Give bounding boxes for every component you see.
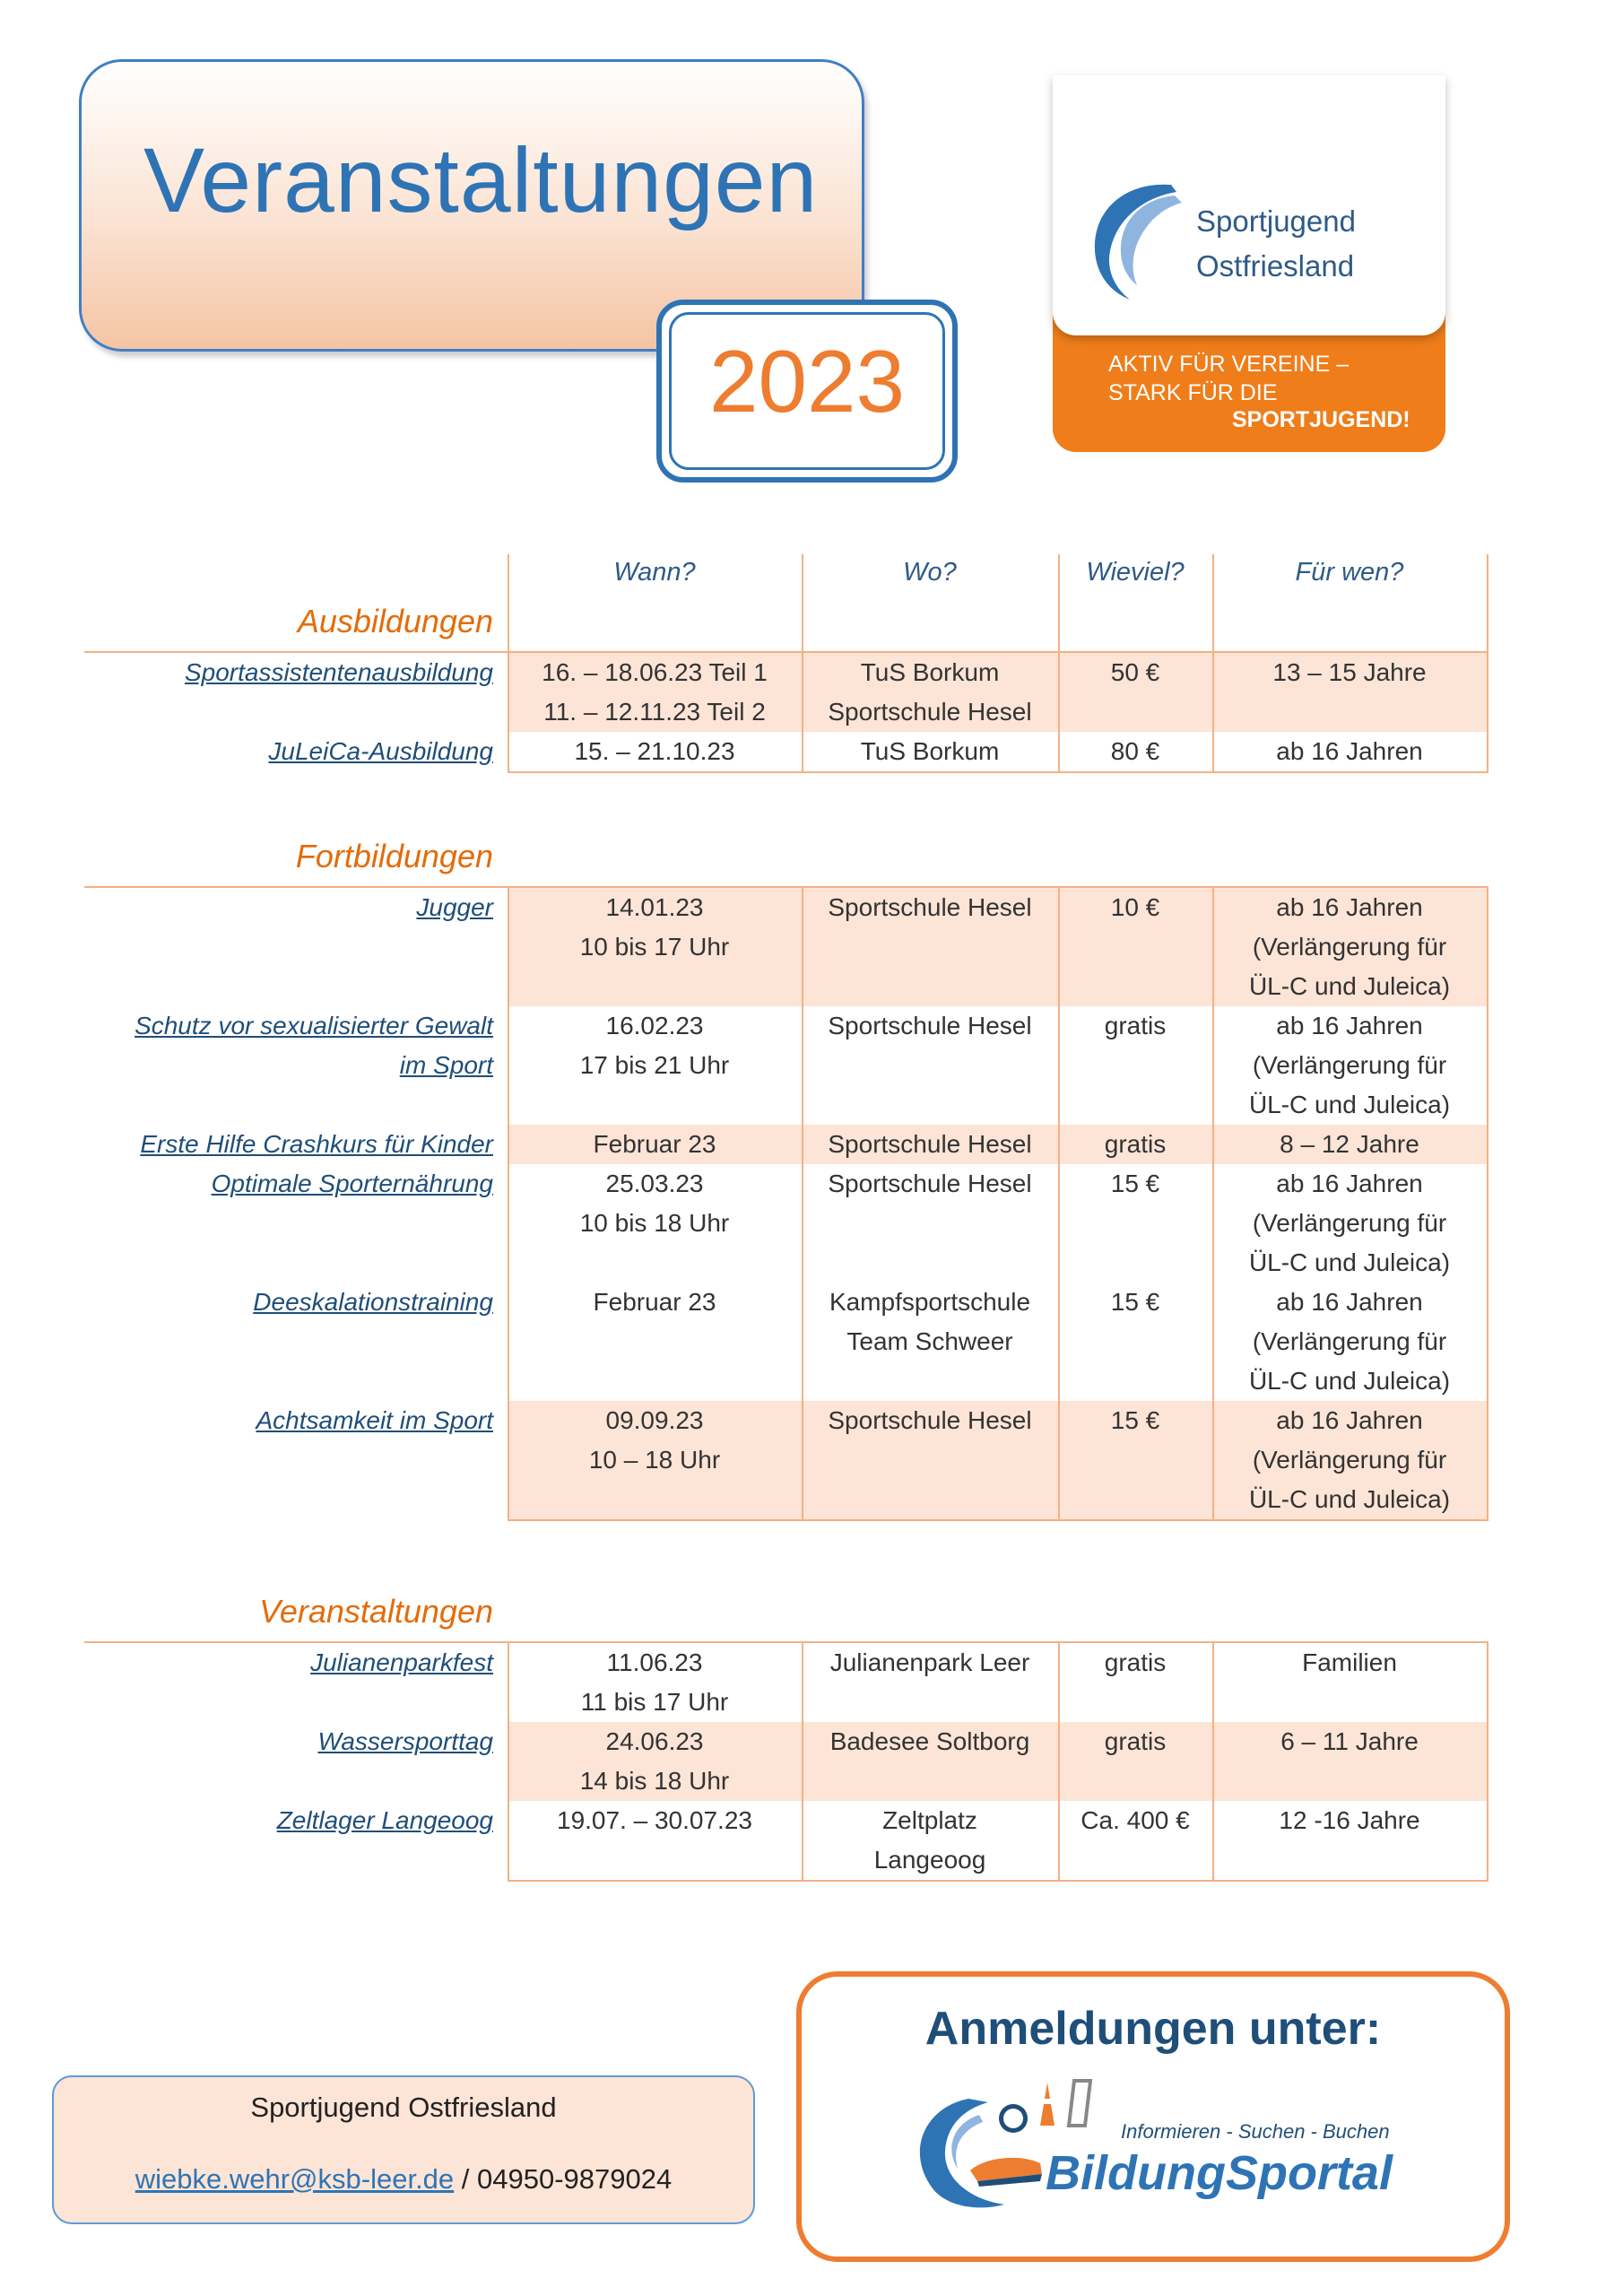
grid-line — [508, 886, 509, 1521]
table-cell-price: gratis — [1104, 1727, 1167, 1755]
grid-line — [1212, 554, 1214, 653]
table-cell-when: 16. – 18.06.23 Teil 1 11. – 12.11.23 Teil 2 — [542, 658, 768, 726]
contact-phone: / 04950-9879024 — [454, 2163, 673, 2195]
table-cell-where: Sportschule Hesel — [828, 1170, 1032, 1197]
logo-slogan-bold: SPORTJUGEND! — [1232, 407, 1410, 432]
table-cell-when: 11.06.23 11 bis 17 Uhr — [580, 1648, 729, 1716]
table-cell-where: Kampfsportschule Team Schweer — [829, 1288, 1031, 1355]
event-link[interactable]: Julianenparkfest — [310, 1648, 493, 1676]
table-cell-who: ab 16 Jahren (Verlängerung für ÜL-C und Juleica) — [1248, 1406, 1451, 1513]
grid-line — [508, 771, 1488, 773]
column-header: Wann? — [613, 558, 696, 587]
event-link[interactable]: Zeltlager Langeoog — [276, 1806, 493, 1834]
table-cell-when: 14.01.23 10 bis 17 Uhr — [579, 893, 730, 961]
grid-line — [508, 554, 509, 653]
grid-line — [1487, 1641, 1488, 1882]
table-cell-who: 12 -16 Jahre — [1279, 1806, 1420, 1834]
table-cell-where: TuS Borkum Sportschule Hesel — [828, 658, 1032, 726]
event-link[interactable]: Wassersporttag — [317, 1727, 493, 1755]
table-cell-who: 13 – 15 Jahre — [1272, 658, 1427, 686]
table-cell-when: 15. – 21.10.23 — [574, 737, 735, 765]
grid-line — [1058, 886, 1060, 1521]
grid-line — [1058, 554, 1060, 653]
grid-line — [1212, 886, 1214, 1521]
table-cell-who: 8 – 12 Jahre — [1280, 1130, 1419, 1158]
table-cell-price: gratis — [1104, 1648, 1167, 1676]
table-cell-where: Sportschule Hesel — [828, 1130, 1032, 1158]
event-link[interactable]: Jugger — [416, 893, 493, 921]
portal-tagline: Informieren - Suchen - Buchen — [1121, 2120, 1390, 2143]
grid-line — [508, 1880, 1488, 1882]
section-title: Veranstaltungen — [259, 1593, 493, 1630]
grid-line — [1487, 651, 1488, 773]
event-link[interactable]: Optimale Sporternährung — [211, 1170, 493, 1197]
table-cell-when: Februar 23 — [593, 1288, 716, 1316]
grid-line — [508, 1641, 509, 1882]
table-cell-who: ab 16 Jahren (Verlängerung für ÜL-C und Juleica) — [1248, 1288, 1451, 1395]
grid-line — [802, 1641, 803, 1882]
grid-line — [1058, 651, 1060, 773]
grid-line — [1212, 651, 1214, 773]
table-cell-price: 15 € — [1110, 1406, 1160, 1434]
table-cell-price: gratis — [1104, 1130, 1167, 1158]
table-cell-where: Sportschule Hesel — [828, 1406, 1032, 1434]
contact-line — [52, 2163, 755, 2196]
table-cell-when: 09.09.23 10 – 18 Uhr — [588, 1406, 721, 1474]
table-cell-where: Zeltplatz Langeoog — [873, 1806, 986, 1874]
table-cell-price: 10 € — [1110, 893, 1160, 921]
column-header: Wieviel? — [1086, 558, 1185, 587]
table-cell-where: Julianenpark Leer — [829, 1648, 1030, 1676]
table-cell-when: 16.02.23 17 bis 21 Uhr — [579, 1012, 730, 1079]
table-cell-who: 6 – 11 Jahre — [1280, 1727, 1419, 1755]
table-cell-where: TuS Borkum — [860, 737, 1000, 765]
grid-line — [508, 651, 509, 773]
column-header: Wo? — [903, 558, 957, 587]
grid-line — [802, 886, 803, 1521]
grid-line — [802, 651, 803, 773]
registration-title: Anmeldungen unter: — [924, 2003, 1382, 2055]
grid-line — [1487, 886, 1488, 1521]
column-header: Für wen? — [1295, 558, 1404, 587]
table-cell-who: ab 16 Jahren — [1276, 737, 1423, 765]
table-cell-price: 80 € — [1110, 737, 1160, 765]
event-link[interactable]: Deeskalationstraining — [253, 1288, 493, 1316]
event-link[interactable]: Erste Hilfe Crashkurs für Kinder — [140, 1130, 493, 1158]
contact-name: Sportjugend Ostfriesland — [250, 2092, 557, 2123]
grid-line — [1058, 1641, 1060, 1882]
table-cell-who: ab 16 Jahren (Verlängerung für ÜL-C und Juleica) — [1248, 1012, 1451, 1118]
table-cell-when: Februar 23 — [593, 1130, 716, 1158]
year-label: 2023 — [708, 332, 905, 430]
table-cell-who: ab 16 Jahren (Verlängerung für ÜL-C und Juleica) — [1248, 1170, 1451, 1276]
table-cell-when: 25.03.23 10 bis 18 Uhr — [579, 1170, 730, 1237]
sportjugend-swoosh-icon — [1083, 172, 1191, 307]
section-title: Ausbildungen — [297, 603, 493, 639]
table-cell-who: ab 16 Jahren (Verlängerung für ÜL-C und Juleica) — [1248, 893, 1451, 1000]
event-link[interactable]: Schutz vor sexualisierter Gewalt im Sport — [135, 1012, 493, 1079]
event-link[interactable]: JuLeiCa-Ausbildung — [268, 737, 493, 765]
grid-line — [802, 554, 803, 653]
table-cell-price: 15 € — [1110, 1170, 1160, 1197]
grid-line — [1212, 1641, 1214, 1882]
page-title: Veranstaltungen — [143, 129, 819, 231]
table-cell-where: Badesee Soltborg — [829, 1727, 1030, 1755]
grid-line — [508, 1519, 1488, 1521]
table-cell-price: gratis — [1104, 1012, 1167, 1039]
event-link[interactable]: Achtsamkeit im Sport — [256, 1406, 493, 1434]
grid-line — [1487, 554, 1488, 653]
table-cell-who: Familien — [1302, 1648, 1397, 1676]
event-link[interactable]: Sportassistentenausbildung — [184, 658, 493, 686]
portal-name[interactable]: BildungSportal — [1046, 2146, 1393, 2200]
table-cell-price: 15 € — [1110, 1288, 1160, 1316]
logo-name: Sportjugend Ostfriesland — [1196, 204, 1356, 283]
table-cell-when: 24.06.23 14 bis 18 Uhr — [579, 1727, 730, 1795]
table-cell-where: Sportschule Hesel — [828, 893, 1032, 921]
contact-email-link[interactable]: wiebke.wehr@ksb-leer.de — [135, 2163, 455, 2195]
logo-slogan: AKTIV FÜR VEREINE – STARK FÜR DIE — [1108, 352, 1350, 405]
section-title: Fortbildungen — [295, 838, 493, 874]
table-cell-price: Ca. 400 € — [1081, 1806, 1190, 1834]
table-cell-when: 19.07. – 30.07.23 — [557, 1806, 752, 1834]
table-cell-price: 50 € — [1110, 658, 1160, 686]
table-cell-where: Sportschule Hesel — [828, 1012, 1032, 1039]
